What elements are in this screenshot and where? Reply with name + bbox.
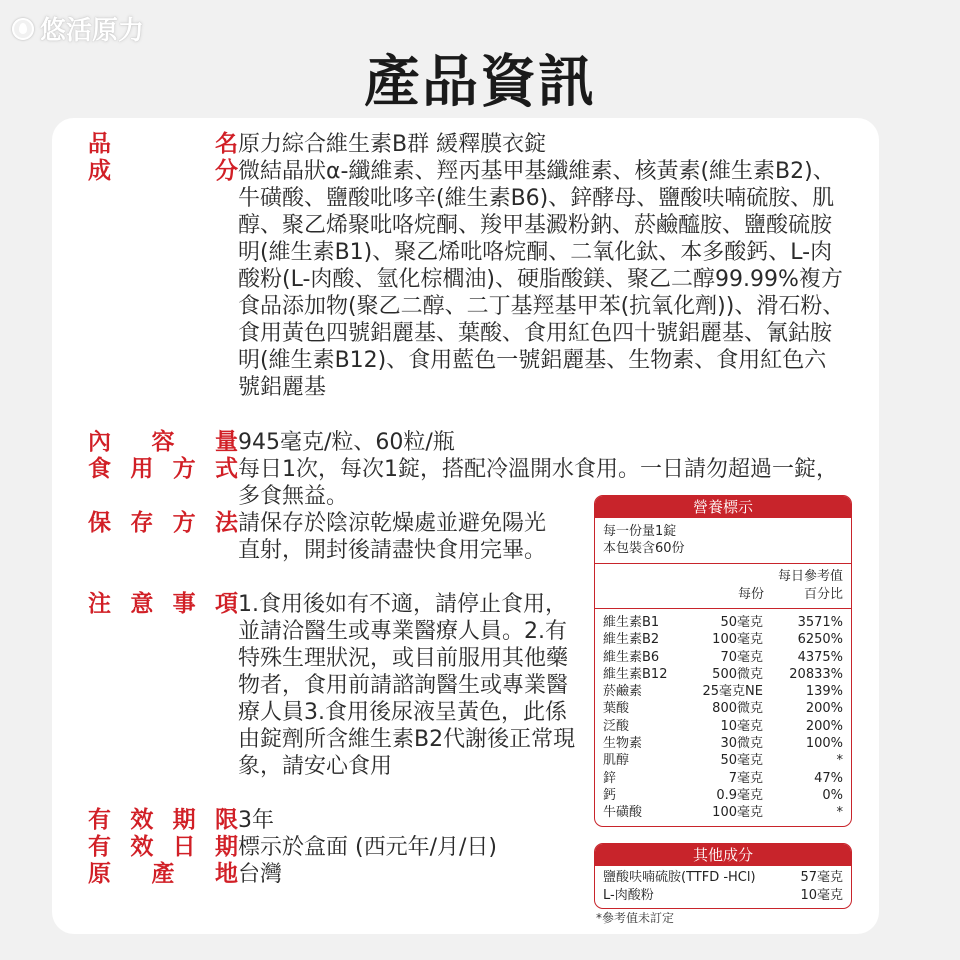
field-label: 保 存 方 法 <box>88 510 238 536</box>
table-row: L-肉酸粉 10毫克 <box>603 888 843 903</box>
table-row: 鈣 0.9毫克 0% <box>603 787 843 803</box>
field-label: 有 效 日 期 <box>88 834 238 860</box>
field-value: 微結晶狀α-纖維素、羥丙基甲基纖維素、核黃素(維生素B2)、牛磺酸、鹽酸吡哆辛(維生素B6)、鋅酵母、鹽酸呋喃硫胺、肌醇、聚乙烯聚吡咯烷酮、羧甲基澱粉鈉、菸鹼醯胺、鹽酸硫胺明(維生素B1)、聚乙烯吡咯烷酮、二氧化鈦、本多酸鈣、L-肉酸粉(L-肉酸、氫化棕櫚油)、硬脂酸鎂、聚乙二醇99.99%複方食品添加物(聚乙二醇、二丁基羥基甲苯(抗氧化劑))、滑石粉、食用黃色四號鋁麗基、葉酸、食用紅色四十號鋁麗基、氰鈷胺明(維生素B12)、食用藍色一號鋁麗基、生物素、食用紅色六號鋁麗基 <box>238 159 845 400</box>
col-daily: 每日參考值 <box>777 569 843 584</box>
table-row: 菸鹼素 25毫克NE 139% <box>603 684 843 700</box>
table-row: 葉酸 800微克 200% <box>603 701 843 717</box>
nutrition-columns <box>595 564 851 609</box>
field-shelf-life <box>88 807 274 834</box>
other-ingredients-rows <box>595 866 851 908</box>
field-value: 標示於盒面 (西元年/月/日) <box>238 835 497 860</box>
table-row: 泛酸 10毫克 200% <box>603 718 843 734</box>
footnote: *參考值未訂定 <box>596 911 675 925</box>
field-value: 請保存於陰涼乾燥處並避免陽光直射，開封後請盡快食用完畢。 <box>238 511 547 563</box>
field-label: 原 產 地 <box>88 861 238 887</box>
nutrition-rows <box>595 609 851 826</box>
table-row: 牛磺酸 100毫克 * <box>603 805 843 821</box>
field-label: 內 容 量 <box>88 429 238 455</box>
field-label: 品 名 <box>88 131 238 157</box>
serving-info <box>595 518 851 564</box>
field-label: 成 分 <box>88 158 238 184</box>
table-row: 鹽酸呋喃硫胺(TTFD -HCl) 57毫克 <box>603 870 843 885</box>
field-value: 原力綜合維生素B群 緩釋膜衣錠 <box>238 132 547 157</box>
table-row: 生物素 30微克 100% <box>603 736 843 752</box>
field-value: 每日1次，每次1錠，搭配冷溫開水食用。一日請勿超過一錠，多食無益。 <box>238 457 838 509</box>
field-content <box>88 429 850 456</box>
field-value: 3年 <box>238 808 274 833</box>
nutrition-title: 營養標示 <box>595 496 851 518</box>
table-row: 肌醇 50毫克 * <box>603 753 843 769</box>
field-label: 注 意 事 項 <box>88 591 238 617</box>
col-per: 每份 <box>737 587 764 602</box>
field-value: 台灣 <box>238 862 283 887</box>
field-ingredients <box>88 158 850 401</box>
field-caution <box>88 591 578 780</box>
servings-per-pack: 本包裝含60份 <box>603 541 685 556</box>
table-row: 維生素B12 500微克 20833% <box>603 666 843 682</box>
field-storage <box>88 510 553 564</box>
field-value: 945毫克/粒、60粒/瓶 <box>238 430 455 455</box>
field-label: 食 用 方 式 <box>88 456 238 482</box>
leaf-drop-icon <box>12 18 34 40</box>
field-name <box>88 131 850 158</box>
other-ingredients-panel <box>594 843 852 909</box>
other-ingredients-title: 其他成分 <box>595 844 851 866</box>
nutrition-panel <box>594 495 852 827</box>
field-expiry <box>88 834 497 861</box>
table-row: 維生素B2 100毫克 6250% <box>603 632 843 648</box>
table-row: 維生素B6 70毫克 4375% <box>603 649 843 665</box>
field-value: 1.食用後如有不適，請停止食用，並請洽醫生或專業醫療人員。2.有特殊生理狀況，或目前服用其他藥物者，食用前請諮詢醫生或專業醫療人員3.食用後尿液呈黃色，此係由錠劑所含維生素B2代謝後正常現象，請安心食用 <box>238 592 576 779</box>
brand-name: 悠活原力 <box>40 16 145 46</box>
col-percent: 百分比 <box>803 587 843 602</box>
page-title: 產品資訊 <box>364 50 596 115</box>
table-row: 維生素B1 50毫克 3571% <box>603 615 843 630</box>
field-label: 有 效 期 限 <box>88 807 238 833</box>
serving-size: 每一份量1錠 <box>603 524 677 539</box>
field-origin <box>88 861 282 888</box>
table-row: 鋅 7毫克 47% <box>603 770 843 786</box>
